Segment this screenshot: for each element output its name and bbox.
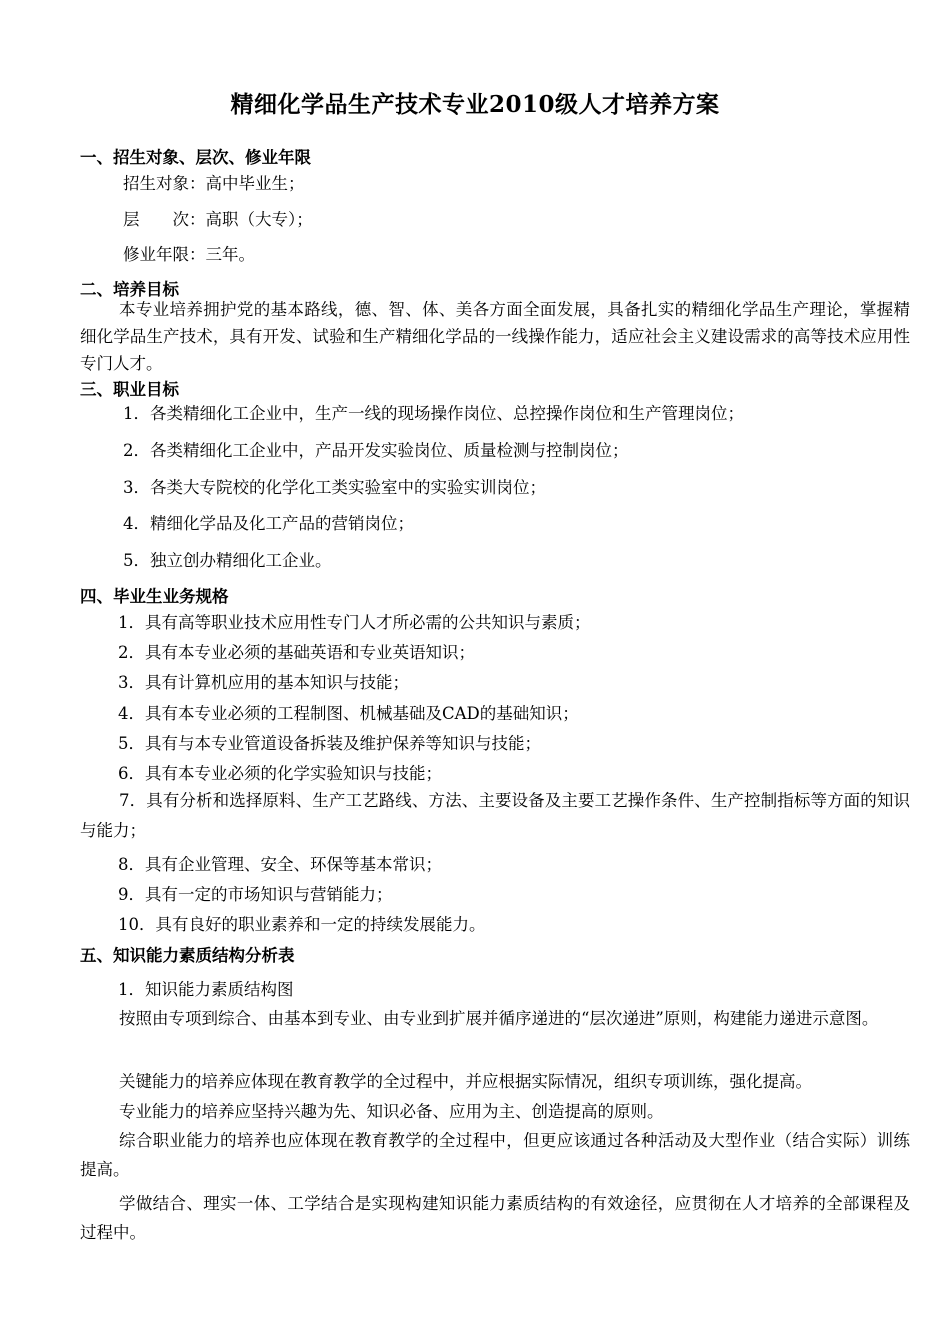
graduate-spec-item: 3．具有计算机应用的基本知识与技能； — [118, 673, 409, 692]
graduate-spec-item: 6．具有本专业必须的化学实验知识与技能； — [118, 764, 442, 783]
enrollment-target: 招生对象：高中毕业生； — [123, 174, 305, 193]
graduate-spec-item: 10．具有良好的职业素养和一定的持续发展能力。 — [118, 915, 486, 934]
training-objective-paragraph: 本专业培养拥护党的基本路线，德、智、体、美各方面全面发展，具备扎实的精细化学品生产理论，掌握精细化学品生产技术，具有开发、试验和生产精细化学品的一线操作能力，适应社会主义建设需求的高等技术应用性专门人才。 — [80, 300, 910, 373]
structure-paragraph: 专业能力的培养应坚持兴趣为先、知识必备、应用为主、创造提高的原则。 — [119, 1102, 664, 1121]
graduate-spec-item: 1．具有高等职业技术应用性专门人才所必需的公共知识与素质； — [118, 613, 591, 632]
structure-paragraph: 学做结合、理实一体、工学结合是实现构建知识能力素质结构的有效途径，应贯彻在人才培养的全部课程及过程中。 — [80, 1194, 910, 1242]
structure-paragraph: 综合职业能力的培养也应体现在教育教学的全过程中，但更应该通过各种活动及大型作业（结合实际）训练提高。 — [80, 1131, 910, 1179]
structure-paragraph: 关键能力的培养应体现在教育教学的全过程中，并应根据实际情况，组织专项训练，强化提高。 — [119, 1072, 812, 1091]
section-1-heading: 一、招生对象、层次、修业年限 — [80, 148, 311, 167]
section-4-heading: 四、毕业生业务规格 — [80, 587, 229, 606]
career-goal-item: 5．独立创办精细化工企业。 — [123, 551, 332, 570]
section-3-heading: 三、职业目标 — [80, 380, 179, 399]
graduate-spec-item: 4．具有本专业必须的工程制图、机械基础及CAD的基础知识； — [118, 704, 579, 723]
structure-paragraph: 按照由专项到综合、由基本到专业、由专业到扩展并循序递进的“层次递进”原则，构建能力递进示意图。 — [119, 1009, 879, 1028]
study-duration: 修业年限：三年。 — [123, 245, 255, 264]
graduate-spec-item: 5．具有与本专业管道设备拆装及维护保养等知识与技能； — [118, 734, 541, 753]
graduate-spec-item: 8．具有企业管理、安全、环保等基本常识； — [118, 855, 442, 874]
graduate-spec-item: 2．具有本专业必须的基础英语和专业英语知识； — [118, 643, 475, 662]
career-goal-item: 4．精细化学品及化工产品的营销岗位； — [123, 514, 414, 533]
section-5-heading: 五、知识能力素质结构分析表 — [80, 946, 295, 965]
section-2-heading: 二、培养目标 — [80, 280, 179, 299]
education-level: 层 次：高职（大专）； — [123, 210, 313, 229]
graduate-spec-item: 9．具有一定的市场知识与营销能力； — [118, 885, 393, 904]
structure-diagram-subheading: 1．知识能力素质结构图 — [118, 980, 294, 999]
career-goal-item: 2．各类精细化工企业中，产品开发实验岗位、质量检测与控制岗位； — [123, 441, 629, 460]
graduate-spec-item: 7．具有分析和选择原料、生产工艺路线、方法、主要设备及主要工艺操作条件、生产控制指标等方面的知识与能力； — [80, 791, 910, 840]
document-title: 精细化学品生产技术专业2010级人才培养方案 — [230, 91, 720, 118]
career-goal-item: 3．各类大专院校的化学化工类实验室中的实验实训岗位； — [123, 478, 546, 497]
career-goal-item: 1．各类精细化工企业中，生产一线的现场操作岗位、总控操作岗位和生产管理岗位； — [123, 404, 744, 423]
